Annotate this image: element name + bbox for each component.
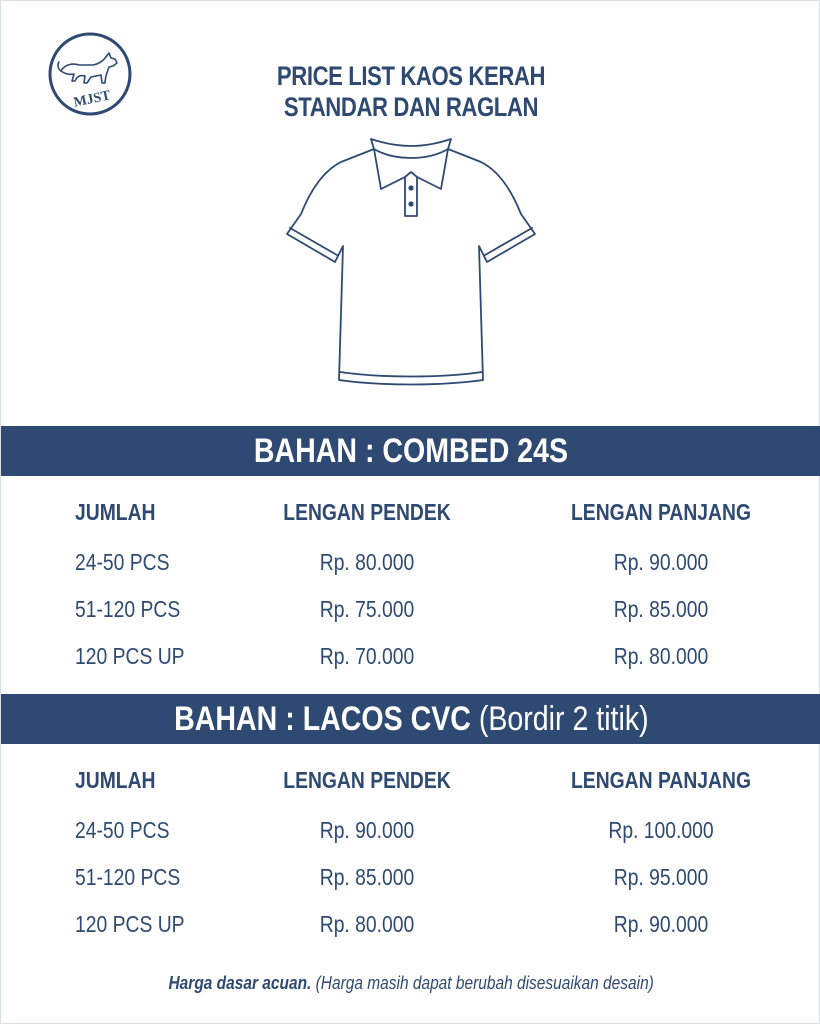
qty-cell: 24-50 PCS xyxy=(75,817,170,843)
header-long-sleeve: LENGAN PANJANG xyxy=(571,767,751,793)
logo-text: MJST xyxy=(72,88,112,111)
short-price-cell: Rp. 90.000 xyxy=(319,817,415,843)
price-table-lacos xyxy=(1,763,820,954)
table-header-row xyxy=(1,495,820,545)
long-price-cell: Rp. 100.000 xyxy=(608,817,714,843)
qty-cell: 120 PCS UP xyxy=(75,911,185,937)
short-price-cell: Rp. 80.000 xyxy=(319,911,415,937)
long-price-cell: Rp. 90.000 xyxy=(613,549,709,575)
table-row xyxy=(1,639,820,686)
table-row xyxy=(1,592,820,639)
section-title: BAHAN : LACOS CVC xyxy=(173,700,471,738)
table-row xyxy=(1,813,820,860)
short-price-cell: Rp. 75.000 xyxy=(319,596,415,622)
long-price-cell: Rp. 90.000 xyxy=(613,911,709,937)
dog-icon xyxy=(58,53,117,83)
price-table-combed xyxy=(1,495,820,686)
qty-cell: 51-120 PCS xyxy=(75,596,181,622)
footer-bold-text: Harga dasar acuan. xyxy=(168,973,312,993)
polo-shirt-icon xyxy=(281,134,541,390)
title-line-1: PRICE LIST KAOS KERAH xyxy=(276,61,546,91)
header-qty: JUMLAH xyxy=(75,499,156,525)
short-price-cell: Rp. 85.000 xyxy=(319,864,415,890)
section-header-combed xyxy=(1,426,820,476)
table-header-row xyxy=(1,763,820,813)
header-short-sleeve: LENGAN PENDEK xyxy=(283,767,451,793)
page-title xyxy=(239,61,583,123)
section-header-lacos xyxy=(1,694,820,744)
footer-note xyxy=(1,973,820,994)
qty-cell: 120 PCS UP xyxy=(75,643,185,669)
title-line-2: STANDAR DAN RAGLAN xyxy=(283,92,539,122)
table-row xyxy=(1,860,820,907)
header-short-sleeve: LENGAN PENDEK xyxy=(283,499,451,525)
long-price-cell: Rp. 85.000 xyxy=(613,596,709,622)
long-price-cell: Rp. 80.000 xyxy=(613,643,709,669)
qty-cell: 24-50 PCS xyxy=(75,549,170,575)
header-long-sleeve: LENGAN PANJANG xyxy=(571,499,751,525)
brand-logo xyxy=(47,31,133,117)
table-row xyxy=(1,907,820,954)
footer-disclaimer: (Harga masih dapat berubah disesuaikan desain) xyxy=(315,973,654,993)
long-price-cell: Rp. 95.000 xyxy=(613,864,709,890)
section-note: (Bordir 2 titik) xyxy=(478,700,649,738)
table-row xyxy=(1,545,820,592)
short-price-cell: Rp. 80.000 xyxy=(319,549,415,575)
header-qty: JUMLAH xyxy=(75,767,156,793)
qty-cell: 51-120 PCS xyxy=(75,864,181,890)
short-price-cell: Rp. 70.000 xyxy=(319,643,415,669)
section-title: BAHAN : COMBED 24S xyxy=(253,432,569,470)
